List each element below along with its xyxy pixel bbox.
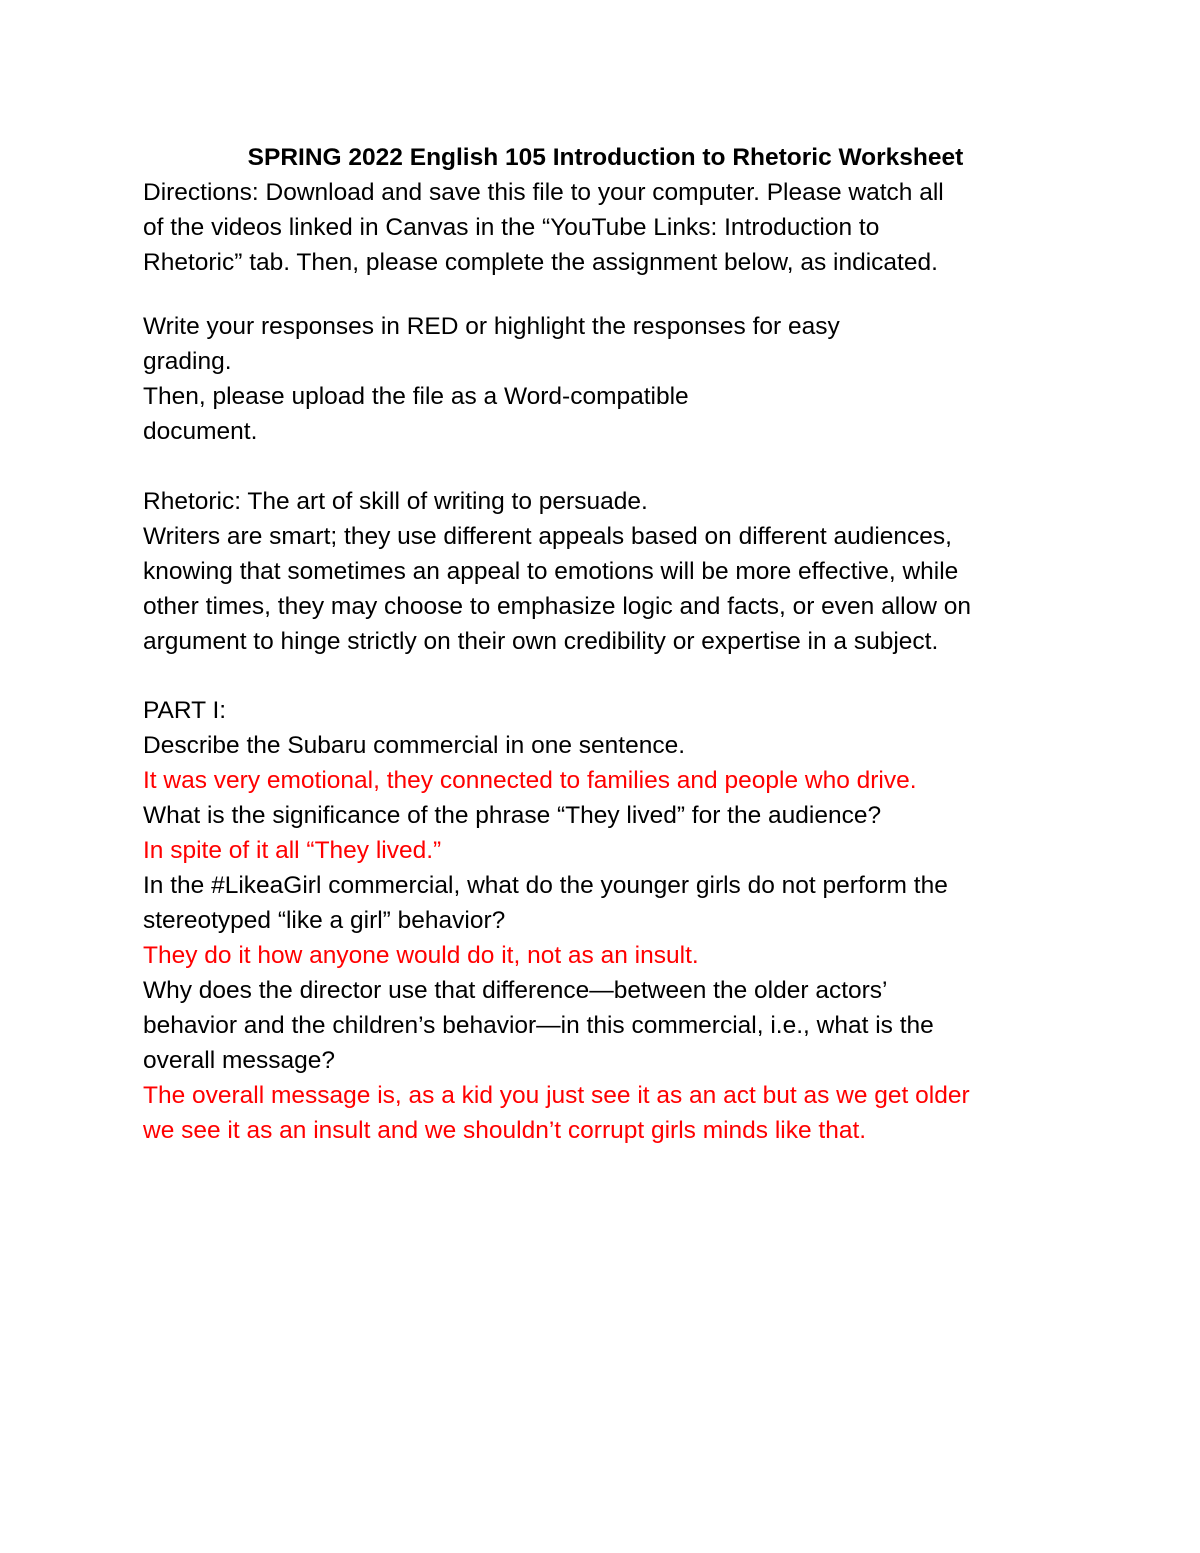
rhetoric-line: other times, they may choose to emphasize logic and facts, or even allow on — [143, 593, 971, 620]
directions-paragraph — [143, 175, 1058, 280]
document-title: SPRING 2022 English 105 Introduction to Rhetoric Worksheet — [247, 144, 964, 171]
question-line: Why does the director use that difference—between the older actors’ — [143, 977, 888, 1004]
document-body — [143, 140, 1058, 1148]
directions-line: of the videos linked in Canvas in the “YouTube Links: Introduction to — [143, 214, 880, 241]
rhetoric-paragraph — [143, 484, 1058, 659]
instructions-line: Write your responses in RED or highlight the responses for easy — [143, 313, 840, 340]
rhetoric-line: argument to hinge strictly on their own credibility or expertise in a subject. — [143, 628, 939, 655]
answer-line: The overall message is, as a kid you just see it as an act but as we get older — [143, 1082, 970, 1109]
part-heading: PART I: — [143, 697, 227, 724]
paragraph-spacer — [143, 659, 1058, 693]
question-line: overall message? — [143, 1047, 336, 1074]
rhetoric-line: Writers are smart; they use different appeals based on different audiences, — [143, 523, 952, 550]
instructions-line: Then, please upload the file as a Word-compatible — [143, 383, 689, 410]
directions-line: Rhetoric” tab. Then, please complete the assignment below, as indicated. — [143, 249, 938, 276]
part-one-section — [143, 693, 1058, 1148]
question-line: stereotyped “like a girl” behavior? — [143, 907, 506, 934]
question-line: behavior and the children’s behavior—in this commercial, i.e., what is the — [143, 1012, 934, 1039]
rhetoric-line: knowing that sometimes an appeal to emotions will be more effective, while — [143, 558, 959, 585]
instructions-paragraph — [143, 309, 1058, 449]
answer-line: They do it how anyone would do it, not as an insult. — [143, 942, 699, 969]
answer-line: we see it as an insult and we shouldn’t corrupt girls minds like that. — [143, 1117, 867, 1144]
answer-line: In spite of it all “They lived.” — [143, 837, 442, 864]
rhetoric-definition: Rhetoric: The art of skill of writing to persuade. — [143, 488, 648, 515]
directions-line: Directions: Download and save this file to your computer. Please watch all — [143, 179, 944, 206]
question-line: In the #LikeaGirl commercial, what do the younger girls do not perform the — [143, 872, 948, 899]
instructions-line: grading. — [143, 348, 232, 375]
answer-line: It was very emotional, they connected to families and people who drive. — [143, 767, 917, 794]
question-line: What is the significance of the phrase “They lived” for the audience? — [143, 802, 882, 829]
paragraph-spacer — [143, 449, 1058, 484]
question-answer-list — [143, 728, 1058, 1148]
question-line: Describe the Subaru commercial in one sentence. — [143, 732, 686, 759]
instructions-line: document. — [143, 418, 258, 445]
paragraph-spacer — [143, 280, 1058, 309]
